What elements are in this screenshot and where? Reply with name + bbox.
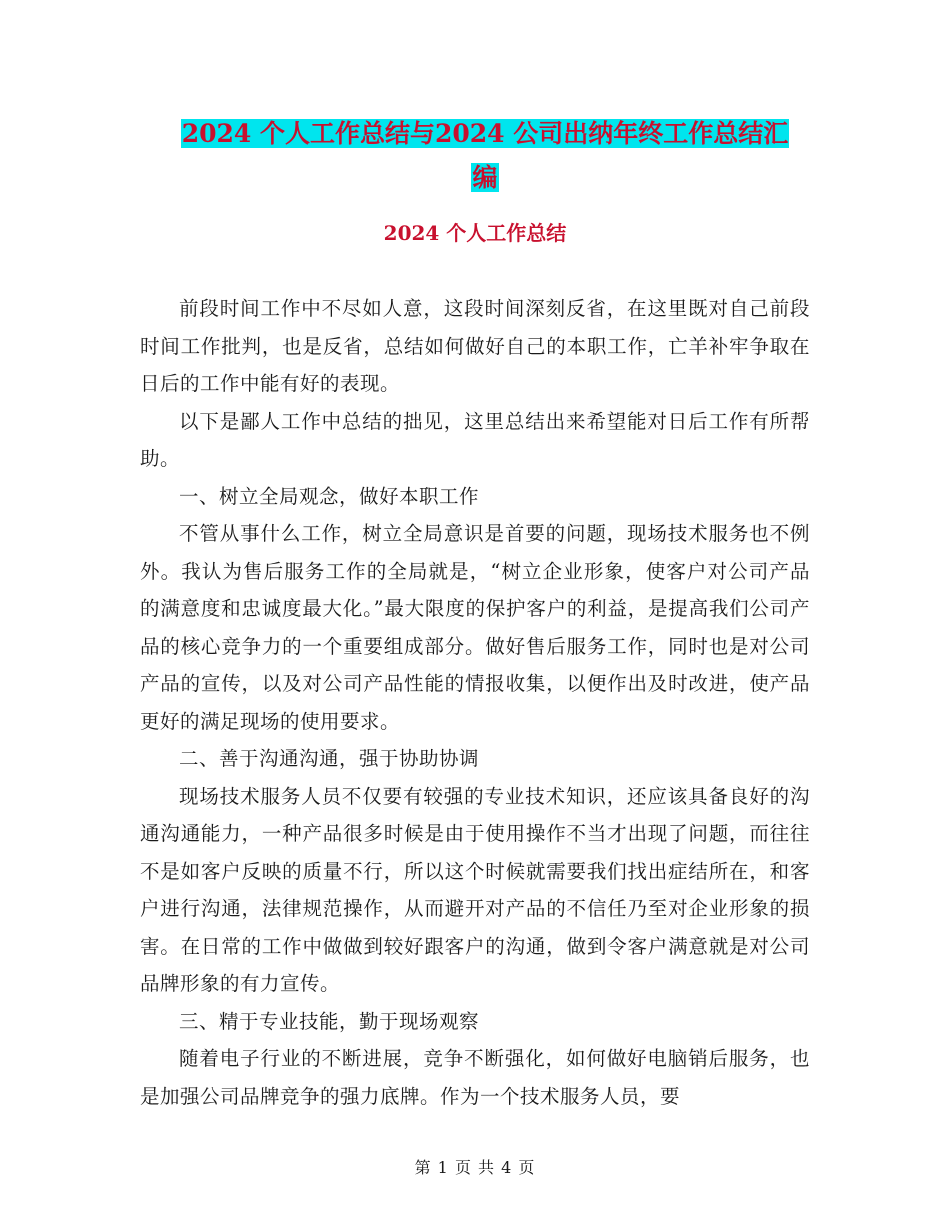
body-text — [140, 290, 810, 1115]
title-line-1: 2024 个人工作总结与2024 公司出纳年终工作总结汇 — [181, 119, 789, 148]
document-title — [140, 112, 830, 200]
title-line-2: 编 — [472, 163, 498, 192]
paragraph: 现场技术服务人员不仅要有较强的专业技术知识，还应该具备良好的沟通沟通能力，一种产品很多时候是由于使用操作不当才出现了问题，而往往不是如客户反映的质量不行，所以这个时候就需要我们找出症结所在，和客户进行沟通，法律规范操作，从而避开对产品的不信任乃至对企业形象的损害。在日常的工作中做做到较好跟客户的沟通，做到令客户满意就是对公司品牌形象的有力宣传。 — [140, 784, 810, 995]
section-title: 2024 个人工作总结 — [383, 221, 567, 245]
heading-3: 三、精于专业技能，勤于现场观察 — [179, 1009, 480, 1033]
heading-2: 二、善于沟通沟通，强于协助协调 — [179, 747, 480, 770]
page-footer: 第 1 页 共 4 页 — [414, 1158, 536, 1177]
paragraph: 随着电子行业的不断进展，竞争不断强化，如何做好电脑销后服务，也是加强公司品牌竞争的强力底牌。作为一个技术服务人员，要 — [140, 1047, 810, 1108]
paragraph: 以下是鄙人工作中总结的拙见，这里总结出来希望能对日后工作有所帮助。 — [140, 409, 810, 470]
paragraph: 不管从事什么工作，树立全局意识是首要的问题，现场技术服务也不例外。我认为售后服务工作的全局就是，“树立企业形象，使客户对公司产品的满意度和忠诚度最大化。”最大限度的保护客户的利益，是提高我们公司产品的核心竞争力的一个重要组成部分。做好售后服务工作，同时也是对公司产品的宣传，以及对公司产品性能的情报收集，以便作出及时改进，使产品更好的满足现场的使用要求。 — [140, 522, 810, 733]
paragraph: 前段时间工作中不尽如人意，这段时间深刻反省，在这里既对自己前段时间工作批判，也是反省，总结如何做好自己的本职工作，亡羊补牢争取在日后的工作中能有好的表现。 — [140, 297, 810, 395]
heading-1: 一、树立全局观念，做好本职工作 — [179, 484, 480, 508]
